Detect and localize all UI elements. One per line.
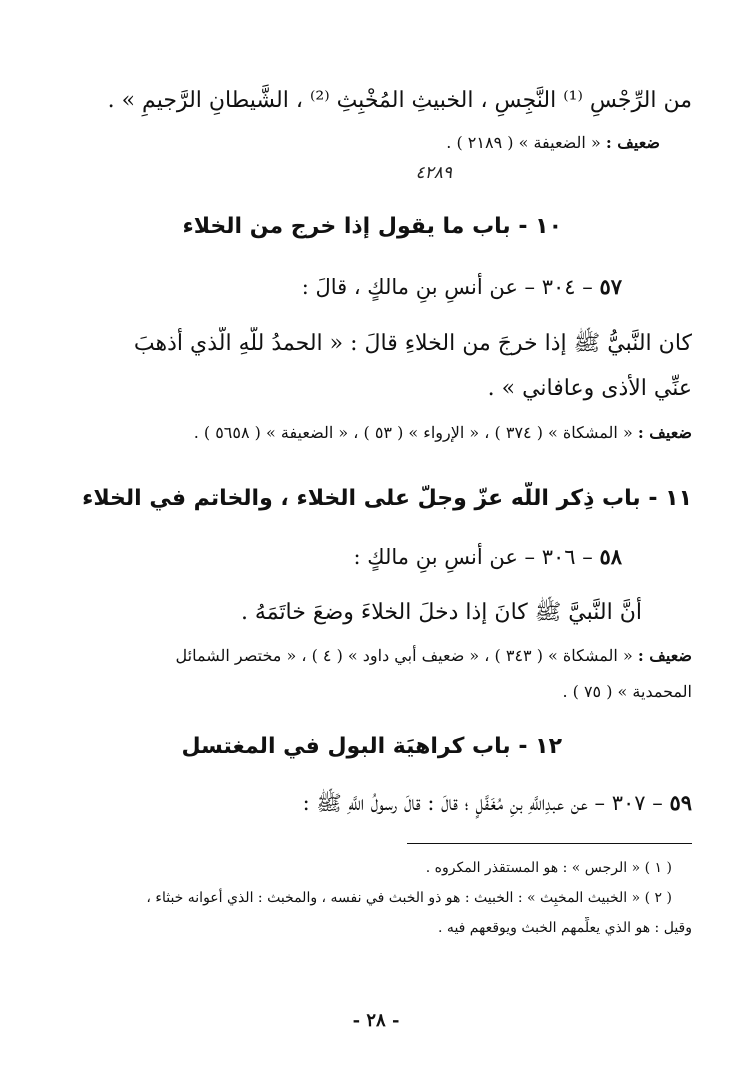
hadith-number: ٥٧ xyxy=(599,274,622,299)
footnote: وقيل : هو الذي يعلِّمهم الخبث ويوقعهم فيه . xyxy=(438,920,692,936)
section-heading: ١٠ - باب ما يقول إذا خرج من الخلاء xyxy=(182,214,562,239)
text-line: أنَّ النَّبيَّ ﷺ كانَ إذا دخلَ الخلاءَ وضعَ خاتَمَهُ . xyxy=(240,600,642,625)
section-heading: ١١ - باب ذِكر اللَّه عزّ وجلّ على الخلاء ، والخاتم في الخلاء xyxy=(82,486,692,511)
hadith-intro: – ٣٠٦ – عن أنسِ بنِ مالكٍ : xyxy=(353,545,593,569)
grade-text: « المشكاة » ( ٣٤٣ ) ، « ضعيف أبي داود » ( ٤ ) ، « مختصر الشمائل xyxy=(175,646,633,665)
hadith-intro: – ٣٠٤ – عن أنسِ بنِ مالكٍ ، قالَ : xyxy=(301,275,593,299)
handwritten-note: ٤٢٨٩ xyxy=(415,163,452,183)
grade-line xyxy=(55,643,692,669)
grade-text: « المشكاة » ( ٣٧٤ ) ، « الإرواء » ( ٥٣ ) ، « الضعيفة » ( ٥٦٥٨ ) . xyxy=(193,423,633,442)
text-line: عنِّي الأذى وعافاني » . xyxy=(487,376,692,401)
hadith-number: ٥٨ xyxy=(599,544,622,569)
grade-line: المحمدية » ( ٧٥ ) . xyxy=(562,682,692,701)
text-line: كان النَّبيُّ ﷺ إذا خرجَ من الخلاءِ قالَ : « الحمدُ للَّهِ الَّذي أذهبَ xyxy=(133,331,692,356)
footnote: ( ١ ) « الرجس » : هو المستقذر المكروه . xyxy=(425,860,672,876)
grade-line xyxy=(55,130,660,156)
grade-text: « الضعيفة » ( ٢١٨٩ ) . xyxy=(446,133,601,152)
hadith-header xyxy=(55,540,622,574)
page-number: - ٢٨ - xyxy=(352,1010,400,1031)
grade-tag: ضعيف : xyxy=(605,133,660,152)
hadith-header xyxy=(55,786,692,820)
hadith-header xyxy=(55,270,622,304)
text-line: من الرِّجْسِ ⁽¹⁾ النَّجِسِ ، الخبيثِ المُخْبِثِ ⁽²⁾ ، الشَّيطانِ الرَّجيمِ » . xyxy=(107,88,692,113)
hadith-intro: – ٣٠٧ – عن عبدِاللَّهِ بنِ مُغَفَّلٍ ؛ قالَ : قالَ رسولُ اللَّهِ ﷺ : xyxy=(302,791,663,815)
footnote: ( ٢ ) « الخبيث المخبِث » : الخبيث : هو ذو الخبث في نفسه ، والمخبث : الذي أعوانه خبثاء ، xyxy=(146,890,672,906)
footnote-separator xyxy=(407,843,692,844)
hadith-number: ٥٩ xyxy=(669,790,692,815)
grade-line xyxy=(55,420,692,446)
section-heading: ١٢ - باب كراهيَة البول في المغتسل xyxy=(181,734,562,759)
grade-tag: ضعيف : xyxy=(637,423,692,442)
grade-tag: ضعيف : xyxy=(637,646,692,665)
